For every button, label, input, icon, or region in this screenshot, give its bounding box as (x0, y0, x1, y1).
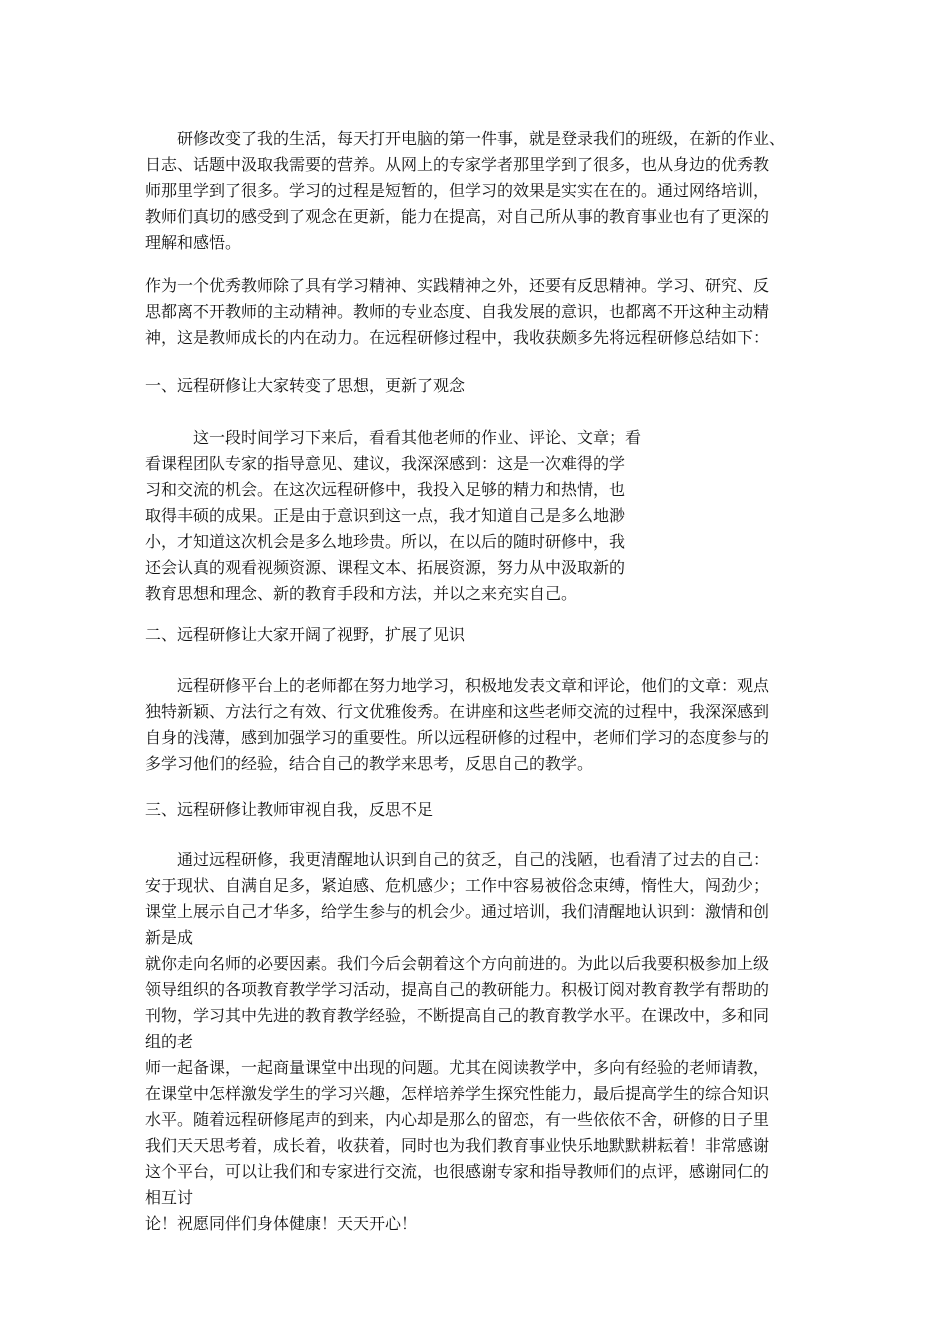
text-line: 看课程团队专家的指导意见、建议，我深深感到：这是一次难得的学 (145, 454, 626, 473)
section-heading-1 (145, 373, 465, 399)
text-line: 水平。随着远程研修尾声的到来，内心却是那么的留恋，有一些依依不舍，研修的日子里 (145, 1110, 770, 1129)
text-line: 思都离不开教师的主动精神。教师的专业态度、自我发展的意识，也都离不开这种主动精 (145, 302, 770, 321)
heading-text: 一、远程研修让大家转变了思想，更新了观念 (145, 376, 466, 395)
text-line: 神，这是教师成长的内在动力。在远程研修过程中，我收获颇多先将远程研修总结如下： (145, 328, 770, 347)
text-line: 教育思想和理念、新的教育手段和方法，并以之来充实自己。 (145, 584, 578, 603)
text-line: 师那里学到了很多。学习的过程是短暂的，但学习的效果是实实在在的。通过网络培训， (145, 181, 770, 200)
text-line: 论！祝愿同伴们身体健康！天天开心！ (145, 1214, 418, 1233)
text-line: 安于现状、自满自足多，紧迫感、危机感少；工作中容易被俗念束缚，惰性大，闯劲少； (145, 876, 770, 895)
heading-text: 二、远程研修让大家开阔了视野，扩展了见识 (145, 625, 466, 644)
text-line: 作为一个优秀教师除了具有学习精神、实践精神之外，还要有反思精神。学习、研究、反 (145, 276, 770, 295)
heading-text: 三、远程研修让教师审视自我，反思不足 (145, 800, 434, 819)
text-line: 领导组织的各项教育教学学习活动，提高自己的教研能力。积极订阅对教育教学有帮助的 (145, 980, 770, 999)
text-line: 相互讨 (145, 1188, 194, 1207)
paragraph-section-3 (145, 847, 769, 1237)
text-line: 在课堂中怎样激发学生的学习兴趣，怎样培养学生探究性能力，最后提高学生的综合知识 (145, 1084, 770, 1103)
text-line: 新是成 (145, 928, 194, 947)
text-line: 习和交流的机会。在这次远程研修中，我投入足够的精力和热情，也 (145, 480, 626, 499)
section-heading-3 (145, 797, 433, 823)
text-line: 自身的浅薄，感到加强学习的重要性。所以远程研修的过程中，老师们学习的态度参与的 (145, 728, 770, 747)
text-line: 就你走向名师的必要因素。我们今后会朝着这个方向前进的。为此以后我要积极参加上级 (145, 954, 770, 973)
paragraph-reflection (145, 273, 769, 351)
text-line: 还会认真的观看视频资源、课程文本、拓展资源，努力从中汲取新的 (145, 558, 626, 577)
text-line: 独特新颖、方法行之有效、行文优雅俊秀。在讲座和这些老师交流的过程中，我深深感到 (145, 702, 770, 721)
section-heading-2 (145, 622, 465, 648)
text-line: 多学习他们的经验，结合自己的教学来思考，反思自己的教学。 (145, 754, 594, 773)
text-line: 教师们真切的感受到了观念在更新，能力在提高，对自己所从事的教育事业也有了更深的 (145, 207, 770, 226)
text-line: 这个平台，可以让我们和专家进行交流，也很感谢专家和指导教师们的点评，感谢同仁的 (145, 1162, 770, 1181)
text-line: 研修改变了我的生活，每天打开电脑的第一件事，就是登录我们的班级，在新的作业、 (145, 129, 786, 148)
text-line: 这一段时间学习下来后，看看其他老师的作业、评论、文章；看 (145, 428, 642, 447)
text-line: 小，才知道这次机会是多么地珍贵。所以，在以后的随时研修中，我 (145, 532, 626, 551)
text-line: 日志、话题中汲取我需要的营养。从网上的专家学者那里学到了很多，也从身边的优秀教 (145, 155, 770, 174)
text-line: 理解和感悟。 (145, 233, 242, 252)
paragraph-section-2 (145, 673, 769, 777)
paragraph-section-1 (145, 425, 641, 607)
text-line: 刊物，学习其中先进的教育教学经验，不断提高自己的教育教学水平。在课改中，多和同 (145, 1006, 770, 1025)
text-line: 取得丰硕的成果。正是由于意识到这一点，我才知道自己是多么地渺 (145, 506, 626, 525)
text-line: 通过远程研修，我更清醒地认识到自己的贫乏，自己的浅陋，也看清了过去的自己： (145, 850, 770, 869)
text-line: 远程研修平台上的老师都在努力地学习，积极地发表文章和评论，他们的文章：观点 (145, 676, 770, 695)
paragraph-intro (145, 126, 785, 256)
text-line: 我们天天思考着，成长着，收获着，同时也为我们教育事业快乐地默默耕耘着！非常感谢 (145, 1136, 770, 1155)
text-line: 组的老 (145, 1032, 194, 1051)
text-line: 师一起备课，一起商量课堂中出现的问题。尤其在阅读教学中，多向有经验的老师请教， (145, 1058, 770, 1077)
text-line: 课堂上展示自己才华多，给学生参与的机会少。通过培训，我们清醒地认识到：激情和创 (145, 902, 770, 921)
